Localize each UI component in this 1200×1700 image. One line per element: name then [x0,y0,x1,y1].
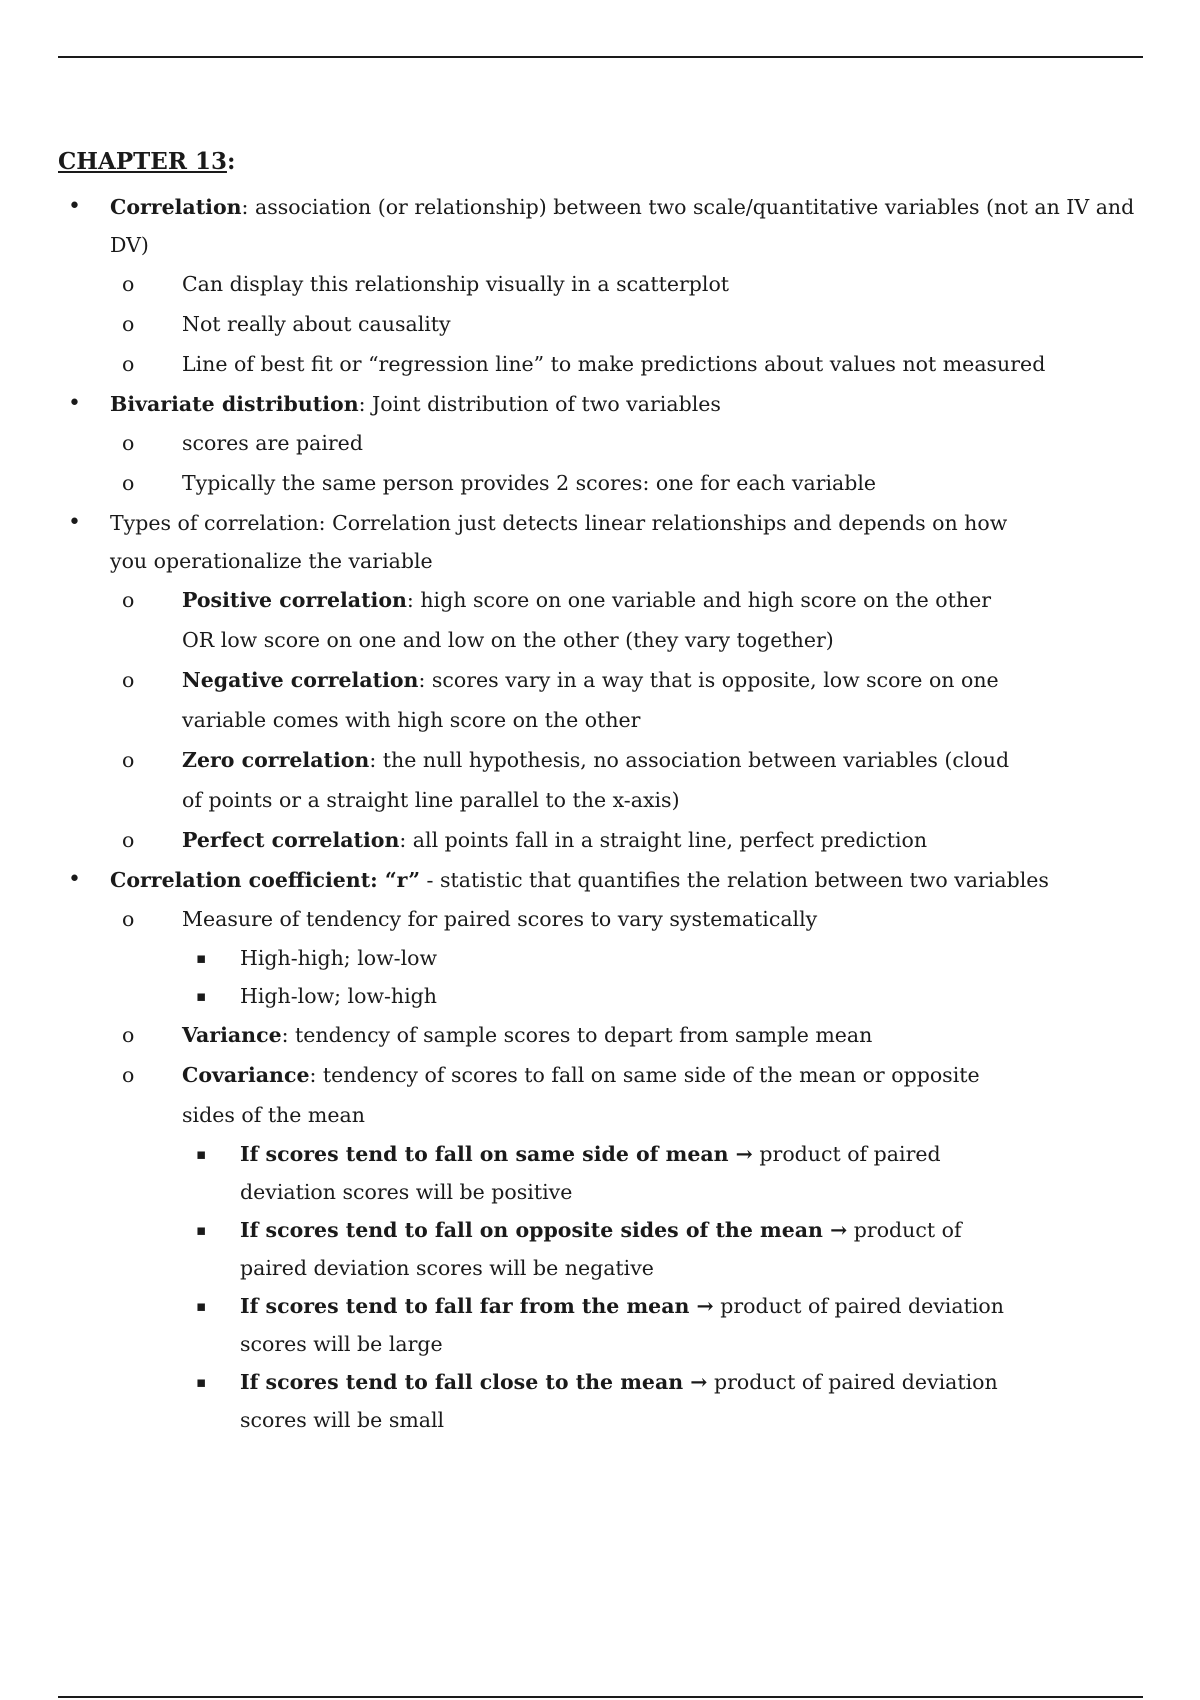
list-item [110,580,1143,660]
definition-correlation: : association (or relationship) between two scale/quantitative variables (not an IV and DV) [110,195,1135,257]
circle-bullet-icon: o [122,1023,135,1047]
document-body [58,142,1143,1440]
square-bullet-icon: ▪ [196,949,207,967]
sub-item-text: Not really about causality [182,312,451,336]
list-item [182,1363,1143,1439]
chapter-colon: : [226,148,236,175]
sub-item-text: High-low; low-high [240,984,438,1008]
list-item [110,740,1143,820]
list-item [110,660,1143,740]
sublist-covariance [182,1135,1143,1439]
list-item [182,939,1143,977]
circle-bullet-icon: o [122,828,135,852]
term-covariance: Covariance [182,1063,310,1087]
bullet-icon: • [68,867,81,892]
chapter-heading [58,142,1143,182]
list-item-correlation [58,188,1143,384]
circle-bullet-icon: o [122,312,135,336]
chapter-title: CHAPTER 13 [58,148,227,175]
circle-bullet-icon: o [122,1063,135,1087]
definition-negative: : scores vary in a way that is opposite, low score on one variable comes with high score on the other [182,668,999,732]
definition-covariance: : tendency of scores to fall on same side of the mean or opposite sides of the mean [182,1063,980,1127]
term-zero: Zero correlation [182,748,370,772]
bullet-icon: • [68,194,81,219]
circle-bullet-icon: o [122,272,135,296]
list-item [182,1211,1143,1287]
bullet-icon: • [68,510,81,535]
term-variance: Variance [182,1023,282,1047]
sub-item-text: Typically the same person provides 2 scores: one for each variable [182,471,877,495]
circle-bullet-icon: o [122,471,135,495]
term-correlation: Correlation [110,195,242,219]
list-item [110,899,1143,1015]
circle-bullet-icon: o [122,588,135,612]
types-text: Types of correlation: Correlation just detects linear relationships and depends on how you operationalize the variable [110,511,1008,573]
term-coefficient: Correlation coefficient: “r” [110,868,421,892]
sub-item-text: Can display this relationship visually in a scatterplot [182,272,730,296]
bullet-icon: • [68,391,81,416]
list-item [110,1055,1143,1439]
list-item [110,304,1143,344]
list-item [110,264,1143,304]
definition-variance: : tendency of sample scores to depart from sample mean [281,1023,873,1047]
sublist-bivariate [110,423,1143,503]
square-bullet-icon: ▪ [196,1221,207,1239]
term-bivariate: Bivariate distribution [110,392,359,416]
definition-coefficient: - statistic that quantifies the relation between two variables [420,868,1049,892]
term-positive: Positive correlation [182,588,407,612]
definition-same-side: product of paired deviation scores will be positive [240,1142,941,1204]
sublist-coefficient [110,899,1143,1439]
square-bullet-icon: ▪ [196,987,207,1005]
list-item [110,423,1143,463]
notes-list [58,188,1143,1439]
list-item [110,1015,1143,1055]
list-item [182,977,1143,1015]
list-item [110,344,1143,384]
term-negative: Negative correlation [182,668,419,692]
circle-bullet-icon: o [122,907,135,931]
circle-bullet-icon: o [122,748,135,772]
sublist-types [110,580,1143,860]
sub-item-text: scores are paired [182,431,363,455]
top-rule [58,56,1143,58]
definition-zero: : the null hypothesis, no association between variables (cloud of points or a straight line parallel to the x-axis) [182,748,1010,812]
circle-bullet-icon: o [122,431,135,455]
list-item [110,463,1143,503]
square-bullet-icon: ▪ [196,1145,207,1163]
square-bullet-icon: ▪ [196,1373,207,1391]
circle-bullet-icon: o [122,668,135,692]
list-item-bivariate [58,385,1143,503]
term-opposite-sides: If scores tend to fall on opposite sides of the mean → [240,1218,848,1242]
definition-bivariate: : Joint distribution of two variables [358,392,721,416]
list-item [182,1135,1143,1211]
sub-item-text: High-high; low-low [240,946,438,970]
list-item [110,820,1143,860]
bottom-rule [58,1696,1143,1698]
term-perfect: Perfect correlation [182,828,400,852]
term-close: If scores tend to fall close to the mean → [240,1370,708,1394]
sub-item-text: Line of best fit or “regression line” to make predictions about values not measured [182,352,1046,376]
definition-far: product of paired deviation scores will be large [240,1294,1004,1356]
definition-opposite-sides: product of paired deviation scores will be negative [240,1218,962,1280]
circle-bullet-icon: o [122,352,135,376]
definition-close: product of paired deviation scores will be small [240,1370,998,1432]
list-item-coefficient [58,861,1143,1439]
measure-text: Measure of tendency for paired scores to vary systematically [182,907,818,931]
list-item [182,1287,1143,1363]
definition-perfect: : all points fall in a straight line, perfect prediction [399,828,928,852]
list-item-types [58,504,1143,860]
sublist-correlation [110,264,1143,384]
sublist-measure [182,939,1143,1015]
term-far: If scores tend to fall far from the mean → [240,1294,714,1318]
term-same-side: If scores tend to fall on same side of mean → [240,1142,753,1166]
definition-positive: : high score on one variable and high score on the other OR low score on one and low on the other (they vary together) [182,588,992,652]
square-bullet-icon: ▪ [196,1297,207,1315]
